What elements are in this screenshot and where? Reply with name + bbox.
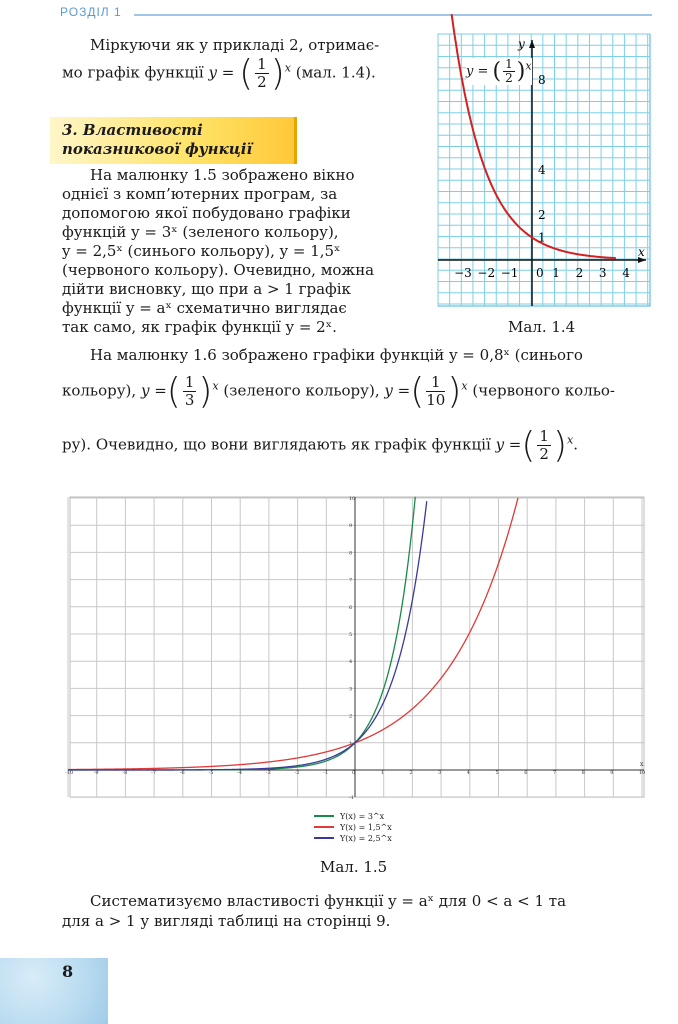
x-tick-label: -5 [208,770,214,776]
x-tick-label: 10 [639,770,646,776]
section-title: 3. Властивості показникової функції [62,121,253,158]
figure-1-5-legend [314,812,392,843]
x-tick-label: 3 [438,770,442,776]
x-tick-label: 2 [575,266,584,280]
para3-line1: На малюнку 1.6 зображено графіки функцій y = 0,8ˣ (синього [90,346,583,364]
x-tick-label: -6 [179,770,185,776]
para3-line3: ру). Очевидно, що вони виглядають як графік функції y =( $\frac{1}{2}$ )$^x$. [62,425,579,466]
y-axis-arrow [529,40,535,48]
y-tick-label: 2 [349,713,353,720]
para1-line2 [62,53,422,94]
x-tick-label: −3 [454,266,472,280]
legend-label: Y(x) = 2,5^x [340,834,392,843]
x-axis-label: x [640,761,644,768]
x-tick-label: -7 [151,770,156,776]
para3-line2: кольору), y =( $\frac{1}{3}$ )$^x$ (зеленого кольору), y =( $\frac{1}{10}$ )$^x$ (червоного кольо- [62,371,616,412]
x-tick-label: 8 [581,770,585,776]
para1-line1: Міркуючи як у прикладі 2, отримає- [90,36,380,54]
corner-decoration [0,958,108,1024]
x-tick-label: -9 [93,770,99,776]
y-tick-label: 1 [349,740,353,747]
x-tick-label: 3 [598,266,607,280]
y-tick-label: 3 [349,686,353,693]
x-tick-label: 4 [466,770,470,776]
x-tick-label: -4 [237,770,243,776]
plot-area [70,497,644,797]
page-number: 8 [62,962,74,981]
x-tick-label: -2 [294,770,300,776]
x-axis-label: x [638,245,645,259]
x-tick-label: 1 [552,266,560,280]
x-tick-label: 4 [622,266,630,280]
legend-label: Y(x) = 1,5^x [340,823,392,832]
para2: На малюнку 1.5 зображено вікно однієї з комп’ютерних програм, за допомогою якої побудовано графіки функцій y = 3ˣ (зеленого кольору), y = 2,5ˣ (синього кольору), y = 1,5ˣ (червоного кольору). Очевидно, можна дійти висновку, що при a > 1 графік функції y = aˣ схематично виглядає так само, як графік функції y = 2ˣ. [62,166,375,336]
curve-half-pow-x [452,14,616,258]
x-tick-label: −1 [500,266,519,280]
fig15-caption: Мал. 1.5 [320,858,388,876]
para1-text: мо графік функції [62,63,204,82]
y-tick-label: -1 [349,795,354,802]
x-tick-label: 1 [380,770,384,776]
x-tick-label: 6 [524,770,528,776]
x-tick-label: 2 [409,770,413,776]
fraction: $\frac{1}{2}$ [257,55,267,91]
y-tick-label: 4 [349,659,353,666]
y-tick-label: 6 [349,604,353,611]
para4-line2: для a > 1 у вигляді таблиці на сторінці 9. [62,912,391,930]
y-tick-label: 8 [349,550,353,557]
paren-left: ( [239,53,254,94]
x-tick-label: -1 [323,770,329,776]
fig14-function-label: y = ( $\frac{1}{2}$ )$^x$ [466,57,532,85]
para4-line1: Систематизуємо властивості функції y = aˣ для 0 < a < 1 та [90,892,567,910]
paren-right: ) [270,53,285,94]
para1-ref: (мал. 1.4). [295,63,376,82]
figure-1-5-grid [68,497,644,797]
y-tick-label: 9 [349,523,353,530]
y-axis-label: y [518,37,525,51]
para1-yeq: y = [208,63,235,82]
x-tick-label: -3 [265,770,271,776]
x-tick-label: 7 [552,770,557,776]
x-tick-label: 0 [352,770,356,776]
legend-label: Y(x) = 3^x [340,812,385,821]
figure-1-5 [65,494,648,854]
y-tick-label: 2 [538,208,546,222]
chapter-label: РОЗДІЛ 1 [60,5,122,19]
exponent: x [284,61,291,75]
x-tick-label: −2 [477,266,496,280]
y-tick-label: 8 [538,73,546,87]
y-tick-label: 7 [349,577,353,584]
fig14-caption: Мал. 1.4 [508,318,576,336]
x-tick-label: 5 [495,770,499,776]
x-tick-label: 9 [610,770,614,776]
x-tick-label: -10 [65,770,74,776]
y-tick-label: 4 [538,163,546,177]
y-tick-label: 5 [349,632,353,638]
x-tick-label: 0 [536,266,544,280]
header-rule [134,14,652,16]
y-tick-label: 10 [349,496,356,502]
x-tick-label: -8 [122,770,128,776]
y-tick-label: 1 [538,230,546,245]
